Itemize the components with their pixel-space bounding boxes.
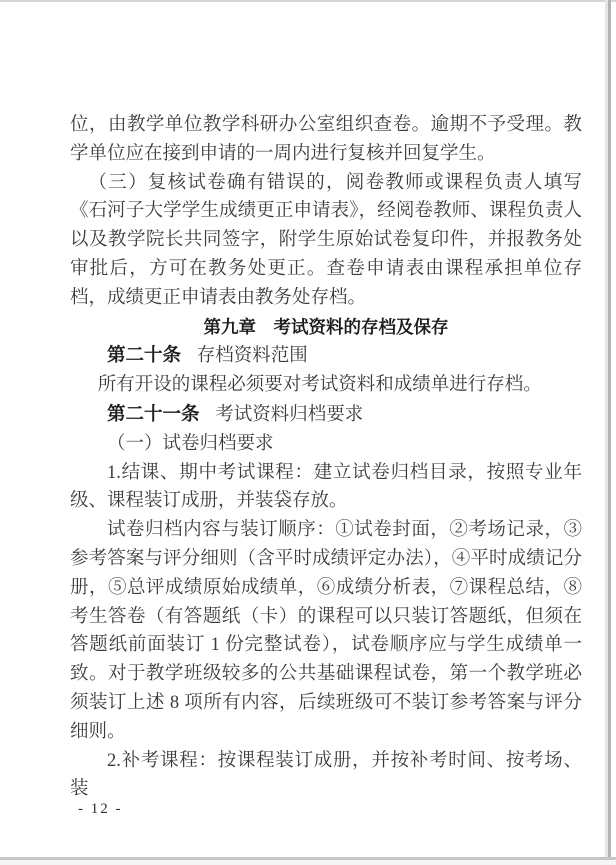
page-number: - 12 - [78,801,123,817]
paragraph-item-1: （一）试卷归档要求 [107,433,274,454]
article-21-label: 第二十一条 [107,402,200,424]
paragraph-rule-1: 1.结课、期中考试课程：建立试卷归档目录，按照专业年级、课程装订成册，并装袋存放。 [70,462,582,512]
paragraph-binding-order: 试卷归档内容与装订顺序：①试卷封面，②考场记录，③参考答案与评分细则（含平时成绩评定办法），④平时成绩记分册，⑤总评成绩原始成绩单，⑥成绩分析表，⑦课程总结，⑧考生答卷（有答题纸（卡）的课程可以只装订答题纸，但须在答题纸前面装订 1 份完整试卷），试卷顺序应与学生成绩单一致。对于教学班级较多的公共基础课程试卷，第一个教学班必须装订上述 8 项所有内容，后续班级可不装订参考答案与评分细则。 [70,520,582,742]
article-21-title: 考试资料归档要求 [215,404,364,425]
article-20-line [70,341,582,371]
document-body [70,111,582,804]
paragraph-continuation: 位，由教学单位教学科研办公室组织查卷。逾期不予受理。教学单位应在接到申请的一周内进行复核并回复学生。 [70,115,582,164]
scan-edge-top [0,0,616,2]
paragraph-rule-2: 2.补考课程：按课程装订成册，并按补考时间、按考场、装 [70,750,582,800]
chapter-heading: 第九章 考试资料的存档及保存 [203,316,449,337]
paragraph-item-3: （三）复核试卷确有错误的，阅卷教师或课程负责人填写《石河子大学学生成绩更正申请表》，经阅卷教师、课程负责人以及教学院长共同签字，附学生原始试卷复印件，并报教务处审批后，方可在教务处更正。查卷申请表由课程承担单位存档，成绩更正申请表由教务处存档。 [70,172,582,308]
article-21-line [70,400,582,430]
scan-edge-bottom-soft [0,860,616,865]
paragraph-archive-scope: 所有开设的课程必须要对考试资料和成绩单进行存档。 [97,375,542,396]
article-20-label: 第二十条 [107,344,182,366]
scan-edge-right [608,0,611,865]
article-20-title: 存档资料范围 [196,346,308,367]
